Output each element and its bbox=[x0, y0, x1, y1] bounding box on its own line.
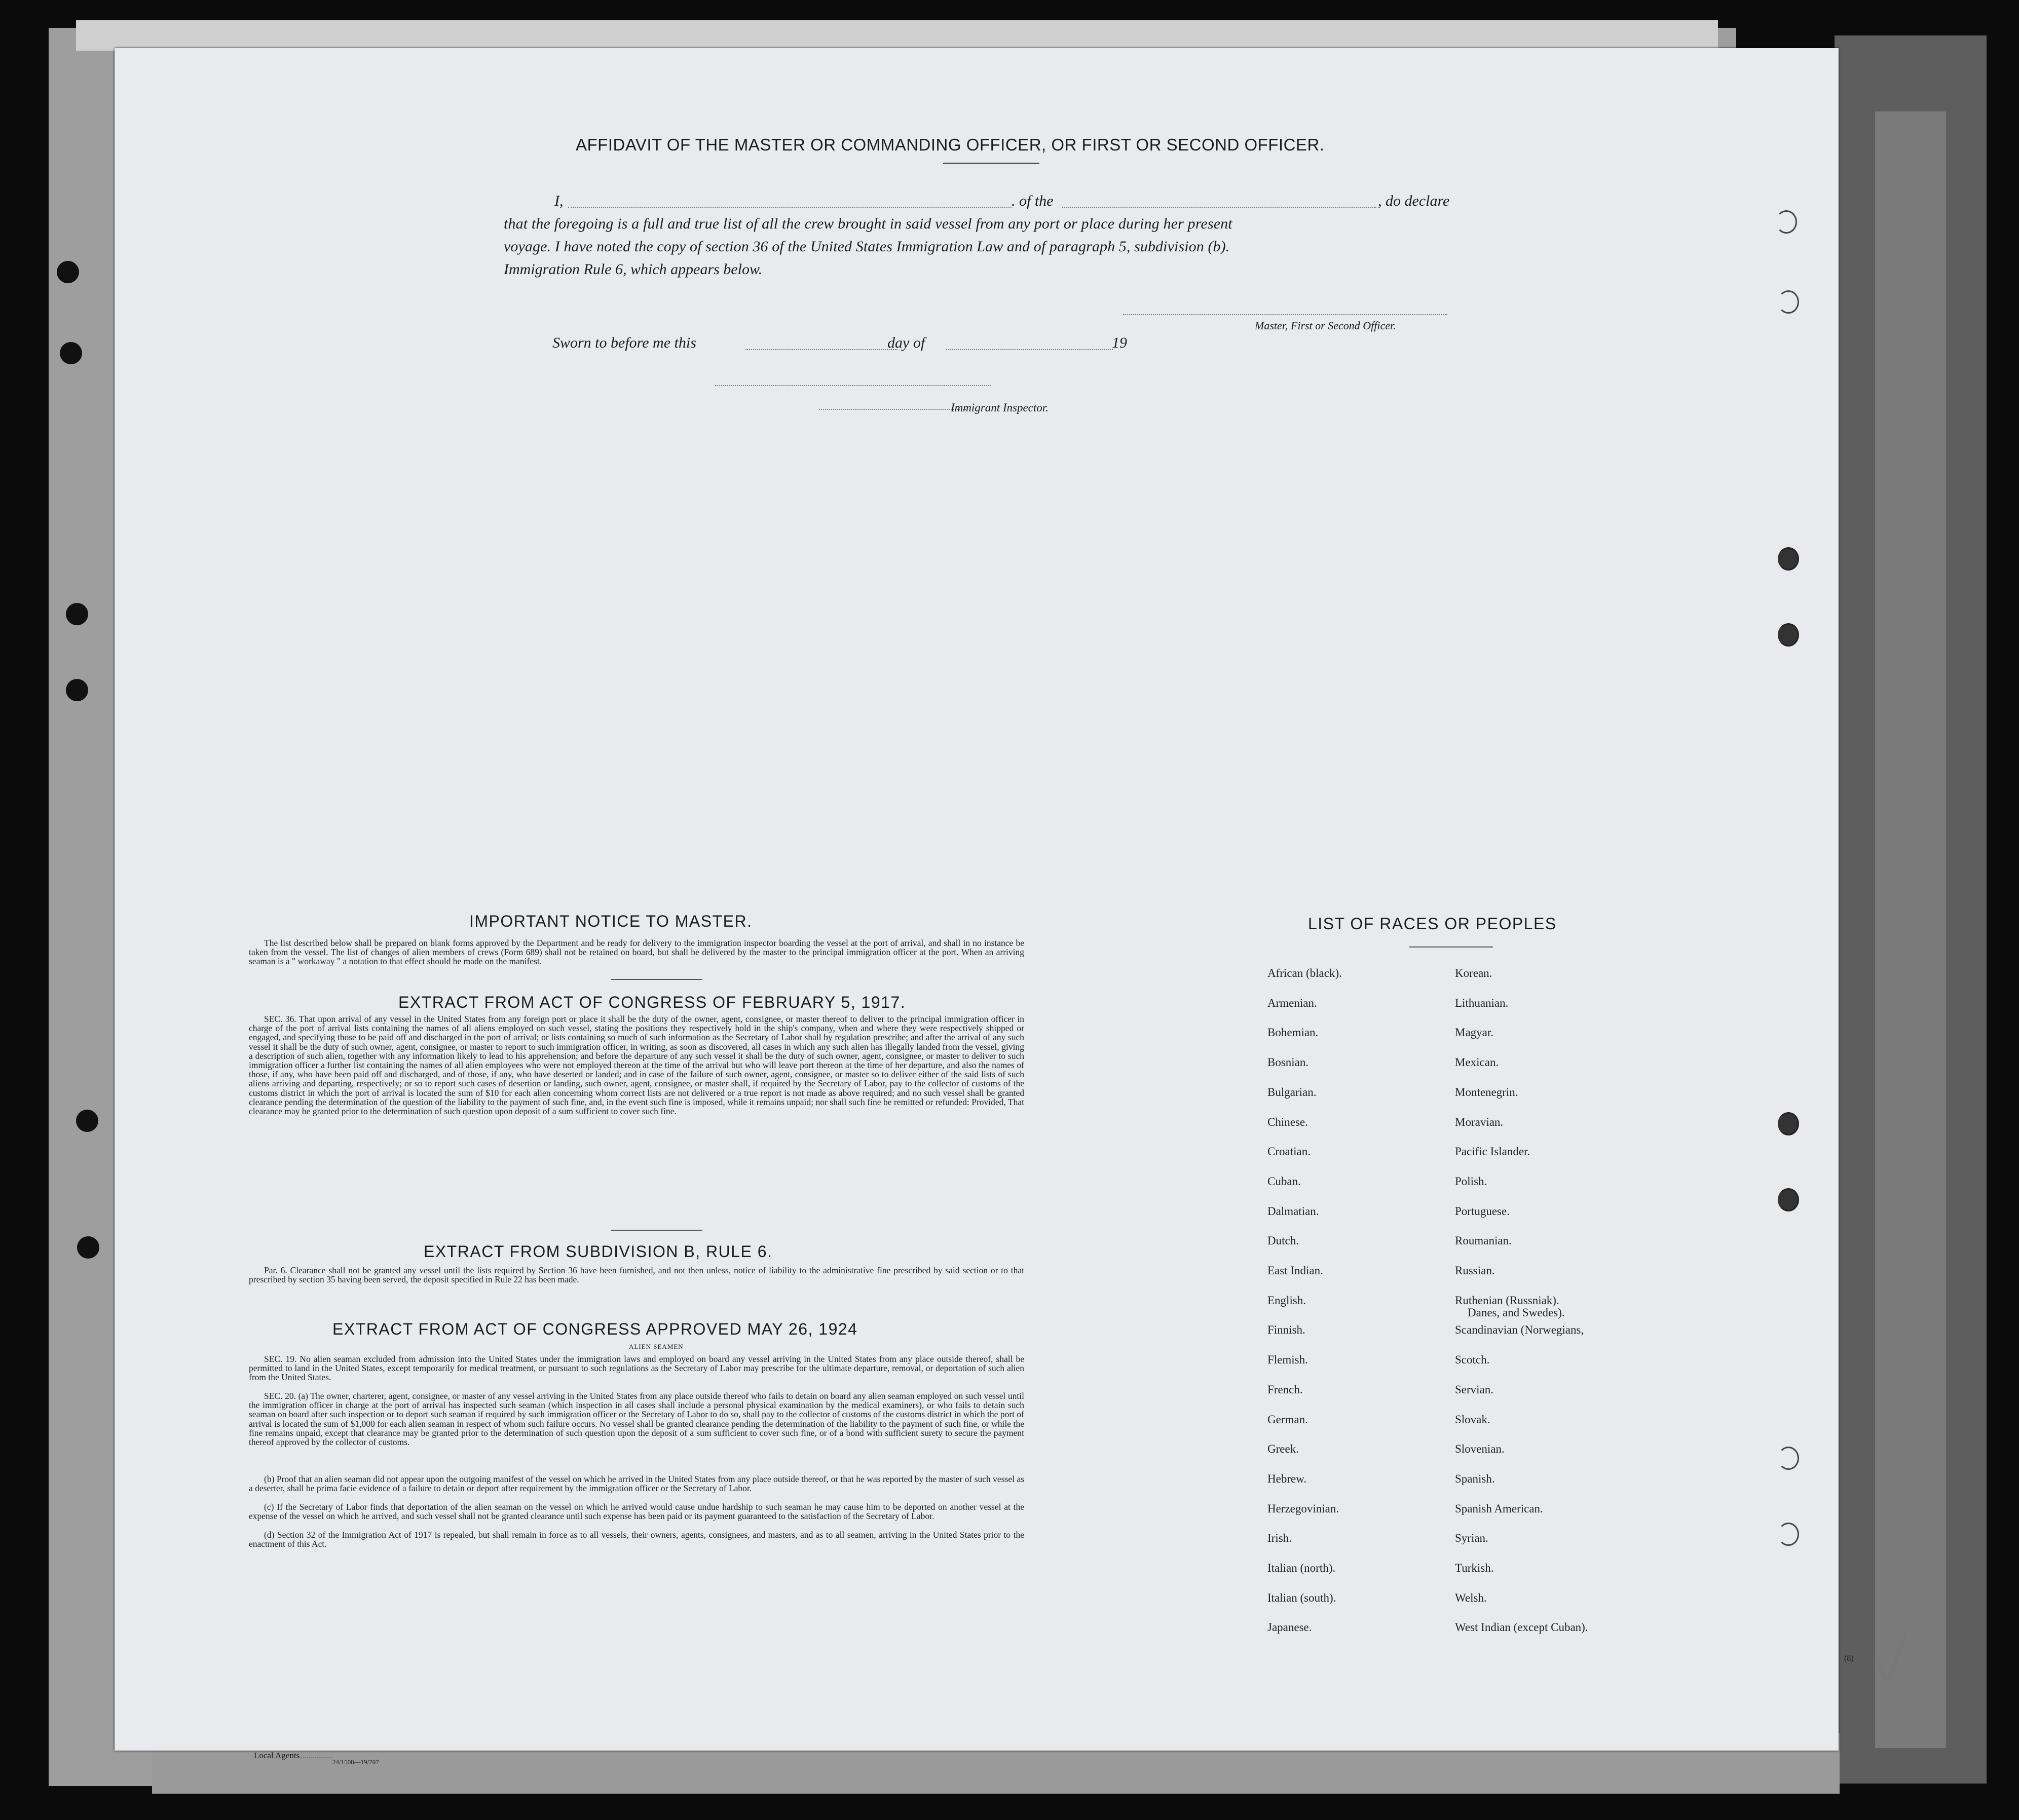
race-item: Italian (north). bbox=[1267, 1562, 1336, 1574]
race-item: Magyar. bbox=[1455, 1026, 1494, 1039]
affidavit-of-the: . of the bbox=[1012, 193, 1054, 209]
race-item: Mexican. bbox=[1455, 1056, 1499, 1069]
race-item: Greek. bbox=[1267, 1443, 1299, 1456]
race-item: Scotch. bbox=[1455, 1353, 1490, 1367]
local-agents-label: Local Agents bbox=[254, 1751, 300, 1760]
extract-1924-sec20b: (b) Proof that an alien seaman did not appear upon the outgoing manifest of the vessel on which he arrived in the United States from any place outside thereof, or that he was reported by the master of such vessel as a deserter, shall be prima facie evidence of a failure to detain or deport after requirement by the immigration officer or the Secretary of Labor. bbox=[249, 1474, 1024, 1494]
day-of-label: day of bbox=[887, 334, 925, 351]
race-item: Chinese. bbox=[1267, 1115, 1308, 1128]
punch-hole-ring bbox=[1778, 1447, 1799, 1470]
race-item: Armenian. bbox=[1267, 996, 1317, 1009]
race-item: Scandinavian (Norwegians, bbox=[1455, 1323, 1584, 1337]
race-item: Bosnian. bbox=[1267, 1056, 1309, 1069]
form-page bbox=[115, 48, 1854, 1766]
background-sheet-top bbox=[76, 20, 1718, 51]
extract-rule6-title: EXTRACT FROM SUBDIVISION B, RULE 6. bbox=[424, 1242, 773, 1261]
form-code: 24/1508—19/707 bbox=[332, 1758, 379, 1766]
vessel-field-line bbox=[1062, 207, 1376, 208]
sworn-month-line bbox=[946, 349, 1113, 350]
extract-1924-sec20d: (d) Section 32 of the Immigration Act of 1917 is repealed, but shall remain in force as to all vessels, their owners, agents, consignees, and masters, and as to all seamen, arriving in the United States prior to the enactment of this Act. bbox=[249, 1530, 1024, 1549]
local-agents-line bbox=[297, 1757, 332, 1758]
race-item: Pacific Islander. bbox=[1455, 1145, 1530, 1158]
affidavit-line-1: that the foregoing is a full and true list of all the crew brought in said vessel from any port or place during her present bbox=[504, 215, 1232, 232]
binder-hole bbox=[76, 1110, 98, 1132]
punch-hole-ring bbox=[1778, 547, 1799, 571]
punch-hole-ring bbox=[1776, 210, 1797, 234]
extract-1924-title: EXTRACT FROM ACT OF CONGRESS APPROVED MAY 26, 1924 bbox=[332, 1320, 858, 1338]
divider bbox=[611, 979, 702, 980]
race-item: Spanish American. bbox=[1455, 1502, 1543, 1515]
affidavit-i: I, bbox=[554, 193, 564, 209]
extract-1924-sec20a: SEC. 20. (a) The owner, charterer, agent, consignee, or master of any vessel arriving in the United States from any place outside thereof who fails to detain on board any alien seaman employed on such vessel until the immigration officer in charge at the port of arrival has inspected such seaman (which inspection in all cases shall include a personal physical examination by the medical examiners), or who fails to detain such seaman on board after such inspection or to deport such seaman if required by such immigration officer or the Secretary of Labor to do so, shall pay to the collector of customs of the customs district in which the port of arrival is located the sum of $1,000 for each alien seaman in respect of whom such failure occurs. No vessel shall be granted clearance pending the determination of the liability to the payment of such fine, or while the fine remains unpaid, except that clearance may be granted prior to the determination of such question upon the deposit of a sum sufficient to cover such fine, or of a bond with sufficient surety to secure the payment thereof approved by the collector of customs. bbox=[249, 1391, 1024, 1448]
race-item: Hebrew. bbox=[1267, 1472, 1307, 1485]
race-item: Servian. bbox=[1455, 1383, 1494, 1396]
race-item: German. bbox=[1267, 1413, 1308, 1426]
race-item: Finnish. bbox=[1267, 1323, 1305, 1337]
race-item: Dutch. bbox=[1267, 1234, 1299, 1247]
race-item: Bohemian. bbox=[1267, 1026, 1319, 1039]
master-signature-line bbox=[1123, 314, 1447, 315]
race-item: Russian. bbox=[1455, 1264, 1495, 1277]
race-item: Cuban. bbox=[1267, 1174, 1301, 1188]
race-item: Turkish. bbox=[1455, 1562, 1494, 1574]
affidavit-line-2: voyage. I have noted the copy of section 36 of the United States Immigration Law and of paragraph 5, subdivision (b). bbox=[504, 238, 1230, 255]
inspector-sig-line-2 bbox=[819, 409, 966, 410]
race-item: East Indian. bbox=[1267, 1264, 1323, 1277]
races-title: LIST OF RACES OR PEOPLES bbox=[1308, 915, 1557, 933]
affidavit-title: AFFIDAVIT OF THE MASTER OR COMMANDING OFFICER, OR FIRST OR SECOND OFFICER. bbox=[576, 135, 1325, 154]
race-item: Japanese. bbox=[1267, 1621, 1312, 1634]
race-item: Roumanian. bbox=[1455, 1234, 1512, 1247]
race-item: Korean. bbox=[1455, 967, 1492, 979]
race-item: Moravian. bbox=[1455, 1115, 1504, 1128]
punch-hole-ring bbox=[1778, 623, 1799, 647]
race-item: Slovenian. bbox=[1455, 1443, 1505, 1456]
binder-hole bbox=[57, 261, 79, 283]
extract-1924-subtitle: ALIEN SEAMEN bbox=[629, 1343, 684, 1350]
punch-hole-ring bbox=[1778, 1188, 1799, 1211]
extract-1917-text: SEC. 36. That upon arrival of any vessel in the United States from any foreign port or place it shall be the duty of the owner, agent, consignee, or master thereof to deliver to the principal immigration officer in charge of the port of arrival lists containing the names of all aliens employed on such vessel, stating the positions they respectively hold in the ship's company, when and where they were respectively shipped or engaged, and specifying those to be paid off and discharged in the port of arrival; or lists containing so much of such information as the Secretary of Labor shall by regulation prescribe; and after the arrival of any such vessel it shall be the duty of such owner, agent, consignee, or master to report to such immigration officer, in writing, as soon as discovered, all cases in which any such alien has illegally landed from the vessel, giving a description of such alien, together with any information likely to lead to his apprehension; and before the departure of any such vessel it shall be the duty of such owner, agent, consignee, or master to deliver to such immigration officer a further list containing the names of all alien employees who were not employed thereon at the time of the arrival but who will leave port thereon at the time of her departure, and also the names of those, if any, who have been paid off and discharged, and of those, if any, who have deserted or landed; and in case of the failure of such owner, agent, consignee, or master so to deliver either of the said lists of such aliens arriving and departing, respectively; or so to report such cases of desertion or landing, such owner, agent, consignee, or master shall, if required by the Secretary of Labor, pay to the collector of customs of the customs district in which the port of arrival is located the sum of $10 for each alien concerning whom correct lists are not delivered or a true report is not made as above required; and no such vessel shall be granted clearance pending the determination of the question of the liability to the payment of such fine, and, in the event such fine is imposed, while it remains unpaid; nor shall such fine be remitted or refunded: Provided, That clearance may be granted prior to the determination of such question upon deposit of a sum sufficient to cover such fine. bbox=[249, 1014, 1024, 1117]
race-item: Montenegrin. bbox=[1455, 1085, 1518, 1098]
race-item: Flemish. bbox=[1267, 1353, 1308, 1367]
background-sheet-right-inner bbox=[1875, 111, 1946, 1748]
races-col2-continuation: Danes, and Swedes). bbox=[1468, 1306, 1565, 1319]
year-label: 19 bbox=[1112, 334, 1127, 351]
master-signature-label: Master, First or Second Officer. bbox=[1255, 319, 1396, 332]
sworn-label: Sworn to before me this bbox=[552, 334, 696, 351]
race-item: Herzegovinian. bbox=[1267, 1502, 1339, 1515]
race-item: Bulgarian. bbox=[1267, 1085, 1317, 1098]
race-item: African (black). bbox=[1267, 967, 1342, 979]
notice-title: IMPORTANT NOTICE TO MASTER. bbox=[469, 912, 753, 930]
divider bbox=[611, 1230, 702, 1231]
race-item: Croatian. bbox=[1267, 1145, 1311, 1158]
sworn-day-line bbox=[745, 349, 898, 350]
inspector-label: Immigrant Inspector. bbox=[951, 401, 1049, 414]
check-mark-icon bbox=[1873, 1629, 1909, 1685]
punch-hole-ring bbox=[1778, 1112, 1799, 1135]
race-item: Dalmatian. bbox=[1267, 1204, 1319, 1218]
extract-rule6-text: Par. 6. Clearance shall not be granted any vessel until the lists required by Section 36 have been furnished, and not then unless, notice of liability to the administrative fine prescribed by said section or to that prescribed by section 35 having been served, the deposit specified in Rule 22 has been made. bbox=[249, 1265, 1024, 1285]
races-underline bbox=[1409, 946, 1493, 947]
name-field-line bbox=[568, 207, 1012, 208]
inspector-sig-line-1 bbox=[715, 385, 991, 386]
extract-1917-title: EXTRACT FROM ACT OF CONGRESS OF FEBRUARY 5, 1917. bbox=[398, 993, 906, 1011]
races-list bbox=[1267, 967, 1774, 1707]
race-item: Portuguese. bbox=[1455, 1204, 1510, 1218]
punch-hole-ring bbox=[1778, 290, 1799, 314]
race-item: Welsh. bbox=[1455, 1591, 1487, 1604]
race-item: West Indian (except Cuban). bbox=[1455, 1621, 1588, 1634]
binder-hole bbox=[77, 1236, 99, 1259]
affidavit-line-3: Immigration Rule 6, which appears below. bbox=[504, 261, 763, 278]
binder-hole bbox=[66, 679, 88, 701]
punch-hole-ring bbox=[1778, 1523, 1799, 1546]
extract-1924-sec19: SEC. 19. No alien seaman excluded from admission into the United States under the immigration laws and employed on board any vessel arriving in the United States from any place outside thereof, shall be permitted to land in the United States, except temporarily for medical treatment, or pursuant to such regulations as the Secretary of Labor may prescribe for the ultimate departure, removal, or deportation of such alien from the United States. bbox=[249, 1354, 1024, 1383]
affidavit-do-declare: , do declare bbox=[1378, 193, 1450, 209]
race-item: Slovak. bbox=[1455, 1413, 1490, 1426]
title-underline bbox=[943, 163, 1039, 164]
binder-hole bbox=[60, 342, 82, 364]
race-item: Italian (south). bbox=[1267, 1591, 1336, 1604]
page-mark: (8) bbox=[1844, 1654, 1854, 1663]
race-item: Polish. bbox=[1455, 1174, 1487, 1188]
race-item: Syrian. bbox=[1455, 1532, 1488, 1545]
race-item: Ruthenian (Russniak). bbox=[1455, 1294, 1559, 1307]
extract-1924-sec20c: (c) If the Secretary of Labor finds that deportation of the alien seaman on the vessel on which he arrived would cause undue hardship to such seaman he may cause him to be deported on another vessel at the expense of the vessel on which he arrived, and such vessel shall not be granted clearance until such expense has been paid or its payment guaranteed to the satisfaction of the Secretary of Labor. bbox=[249, 1502, 1024, 1522]
race-item: French. bbox=[1267, 1383, 1303, 1396]
notice-text: The list described below shall be prepared on blank forms approved by the Department and be ready for delivery to the immigration inspector boarding the vessel at the port of arrival, and shall in no instance be taken from the vessel. The list of changes of alien members of crews (Form 689) shall not be retained on board, but shall be delivered by the master to the principal immigration officer at the port. When an arriving seaman is a " workaway " a notation to that effect should be made on the manifest. bbox=[249, 938, 1024, 967]
binder-hole bbox=[66, 603, 88, 625]
race-item: Spanish. bbox=[1455, 1472, 1495, 1485]
race-item: English. bbox=[1267, 1294, 1306, 1307]
race-item: Lithuanian. bbox=[1455, 996, 1509, 1009]
race-item: Irish. bbox=[1267, 1532, 1292, 1545]
